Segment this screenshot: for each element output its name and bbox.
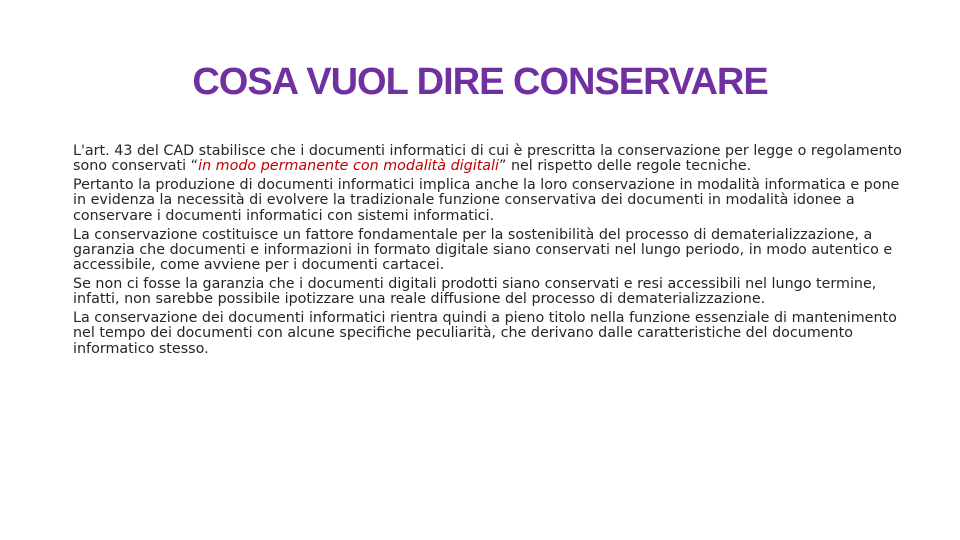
paragraph-sustainability: La conservazione costituisce un fattore fondamentale per la sostenibilità del processo di dematerializzazione, a garanzia che documenti e informazioni in formato digitale siano conservati nel lungo periodo, in modo autentico e accessibile, come avviene per i documenti cartacei. — [73, 226, 893, 274]
paragraph-essential-function: La conservazione dei documenti informatici rientra quindi a pieno titolo nella funzione essenziale di mantenimento nel tempo dei documenti con alcune specifiche peculiarità, che derivano dalle caratteristiche del documento informatico stesso. — [73, 310, 897, 357]
paragraph-cad-article — [73, 144, 903, 174]
paragraph-text: ” nel rispetto delle regole tecniche. — [499, 158, 752, 175]
slide-title: COSA VUOL DIRE CONSERVARE — [192, 61, 768, 103]
slide-body — [73, 144, 903, 361]
paragraph-guarantee: Se non ci fosse la garanzia che i documenti digitali prodotti siano conservati e resi accessibili nel lungo termine, infatti, non sarebbe possibile ipotizzare una reale diffusione del processo di dematerializzazione. — [73, 276, 877, 308]
paragraph-production: Pertanto la produzione di documenti informatici implica anche la loro conservazione in modalità informatica e pone in evidenza la necessità di evolvere la tradizionale funzione conservativa dei documenti in modalità idonee a conservare i documenti informatici con sistemi informatici. — [73, 177, 900, 224]
paragraph-text: L'art. 43 del CAD stabilisce che i documenti informatici di cui è prescritta la conservazione per legge o regolamento sono conservati “ — [73, 143, 902, 175]
emphasized-text: in modo permanente con modalità digitali — [198, 158, 499, 175]
